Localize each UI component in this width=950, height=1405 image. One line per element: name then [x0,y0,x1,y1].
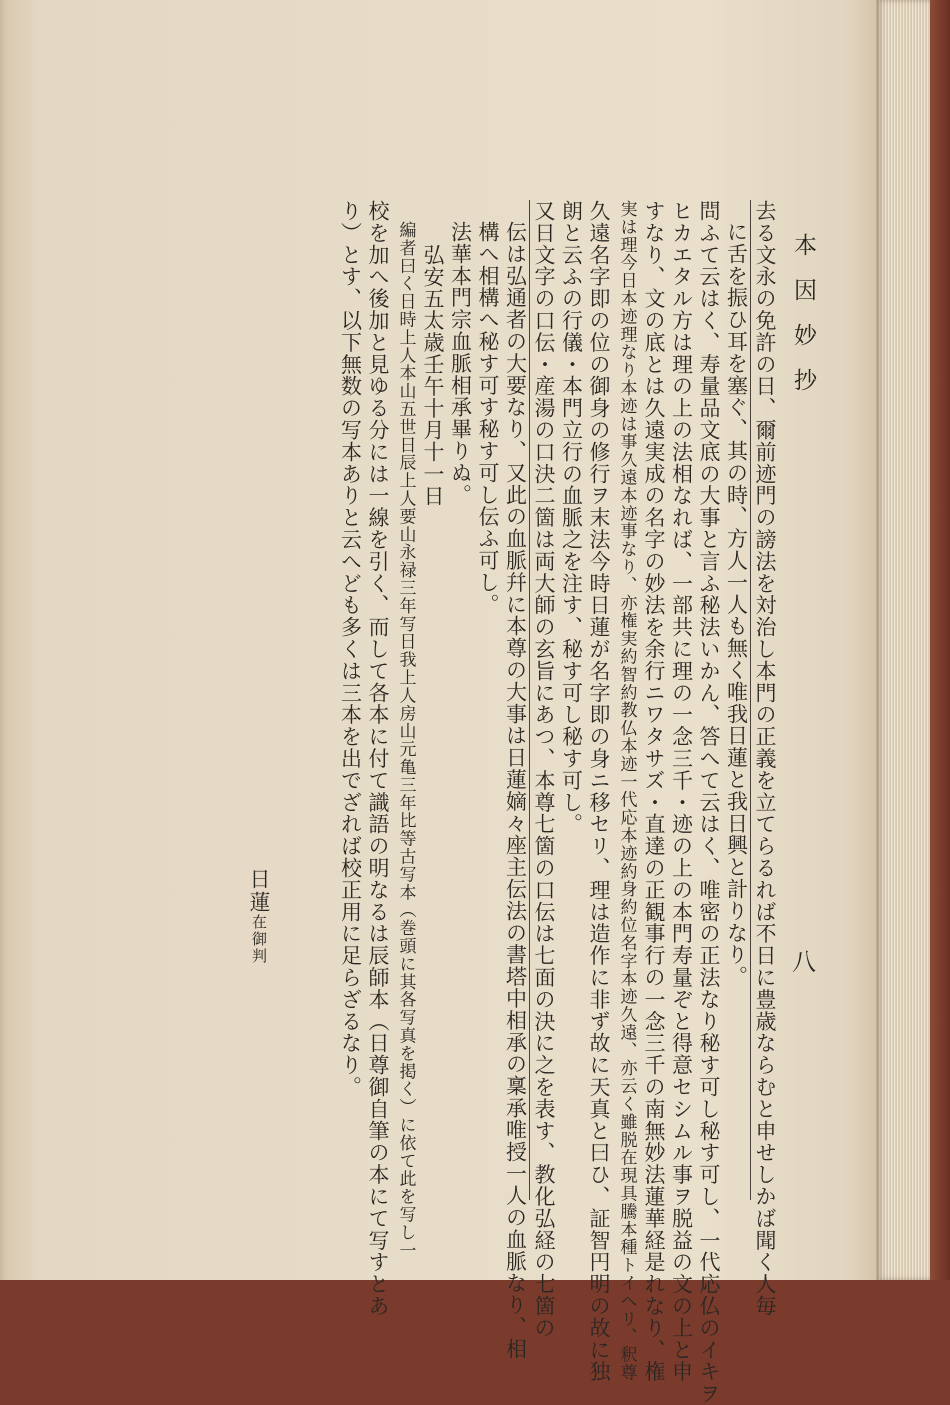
editor-note-1: 編者曰く日時上人本山五世日辰上人要山永禄三年写日我上人房山元亀三年比等古写本（巻頭に其各写真を掲く）に依て此を写し一 [395,221,416,1260]
text-column-4: ヒカエタル方は理の上の法相なれば、一部共に理の一念三千・迹の上の本門寿量ぞと得意セシムル事ヲ脱益の文の上と申 [669,200,694,1383]
text-column-9: 又日文字の口伝・産湯の口決二箇は両大師の玄旨にあつ、本尊七箇の口伝は七面の決に之を表す、教化弘経の七箇の [529,200,558,1200]
text-column-2: に舌を振ひ耳を塞ぐ、其の時、方人一人も無く唯我日蓮と我日興と計りなり。 [724,221,749,988]
date-line: 弘安五太歳壬午十月十一日 [421,244,445,507]
signature-name: 日蓮 [247,868,271,914]
text-column-11: 構へ相構へ秘す可す秘す可し伝ふ可し。 [476,221,500,616]
page-number: 八 [792,948,816,976]
text-column-1: 去る文永の免許の日、爾前迹門の謗法を対治し本門の正義を立てらるれば不日に豊歳ならむと申せしかば聞く人毎 [750,200,779,1200]
text-column-3: 問ふて云はく、寿量品文底の大事と言ふ秘法いかん、答へて云はく、唯密の正法なり秘す可し秘す可し、一代応仏のイキヲ [697,200,721,1405]
editor-note-3: り）とす、以下無数の写本ありと云へども多くは三本を出でざれば校正用に足らざるなり。 [338,200,363,1098]
body-text [118,200,778,1405]
text-column-8: 朗と云ふの行儀・本門立行の血脈之を注す、秘す可し秘す可し。 [559,200,584,836]
cover-edge [930,0,950,1280]
editor-note-2: 校を加へ後加と見ゆる分には一線を引く、而して各本に付て識語の明なるは辰師本（日尊御自筆の本にて写すとあ [366,200,390,1317]
text-column-12: 法華本門宗血脈相承畢りぬ。 [448,221,473,506]
signature-seal: 在御判 [250,914,268,965]
text-column-6: 実は理今日本迹理なり本迹は事久遠本迹事なり、亦権実約智約教仏本迹一代応本迹約身約位名字本迹久遠、亦云く雖脱在現具騰本種トイヘリ、釈尊 [616,200,637,1382]
page-header-title: 本因妙抄 [790,233,816,413]
text-column-5: すなり、文の底とは久遠実成の名字の妙法を余行ニワタサズ・直達の正観事行の一念三千の南無妙法蓮華経是れなり、権 [642,200,666,1383]
text-column-10: 伝は弘通者の大要なり、又此の血脈幷に本尊の大事は日蓮嫡々座主伝法の書塔中相承の稟承唯授一人の血脈なり、相 [503,221,528,1360]
signature [244,868,274,965]
text-column-7: 久遠名字即の位の御身の修行ヲ末法今時日蓮が名字即の身ニ移セリ、理は造作に非ず故に天真と曰ひ、証智円明の故に独 [587,200,611,1383]
